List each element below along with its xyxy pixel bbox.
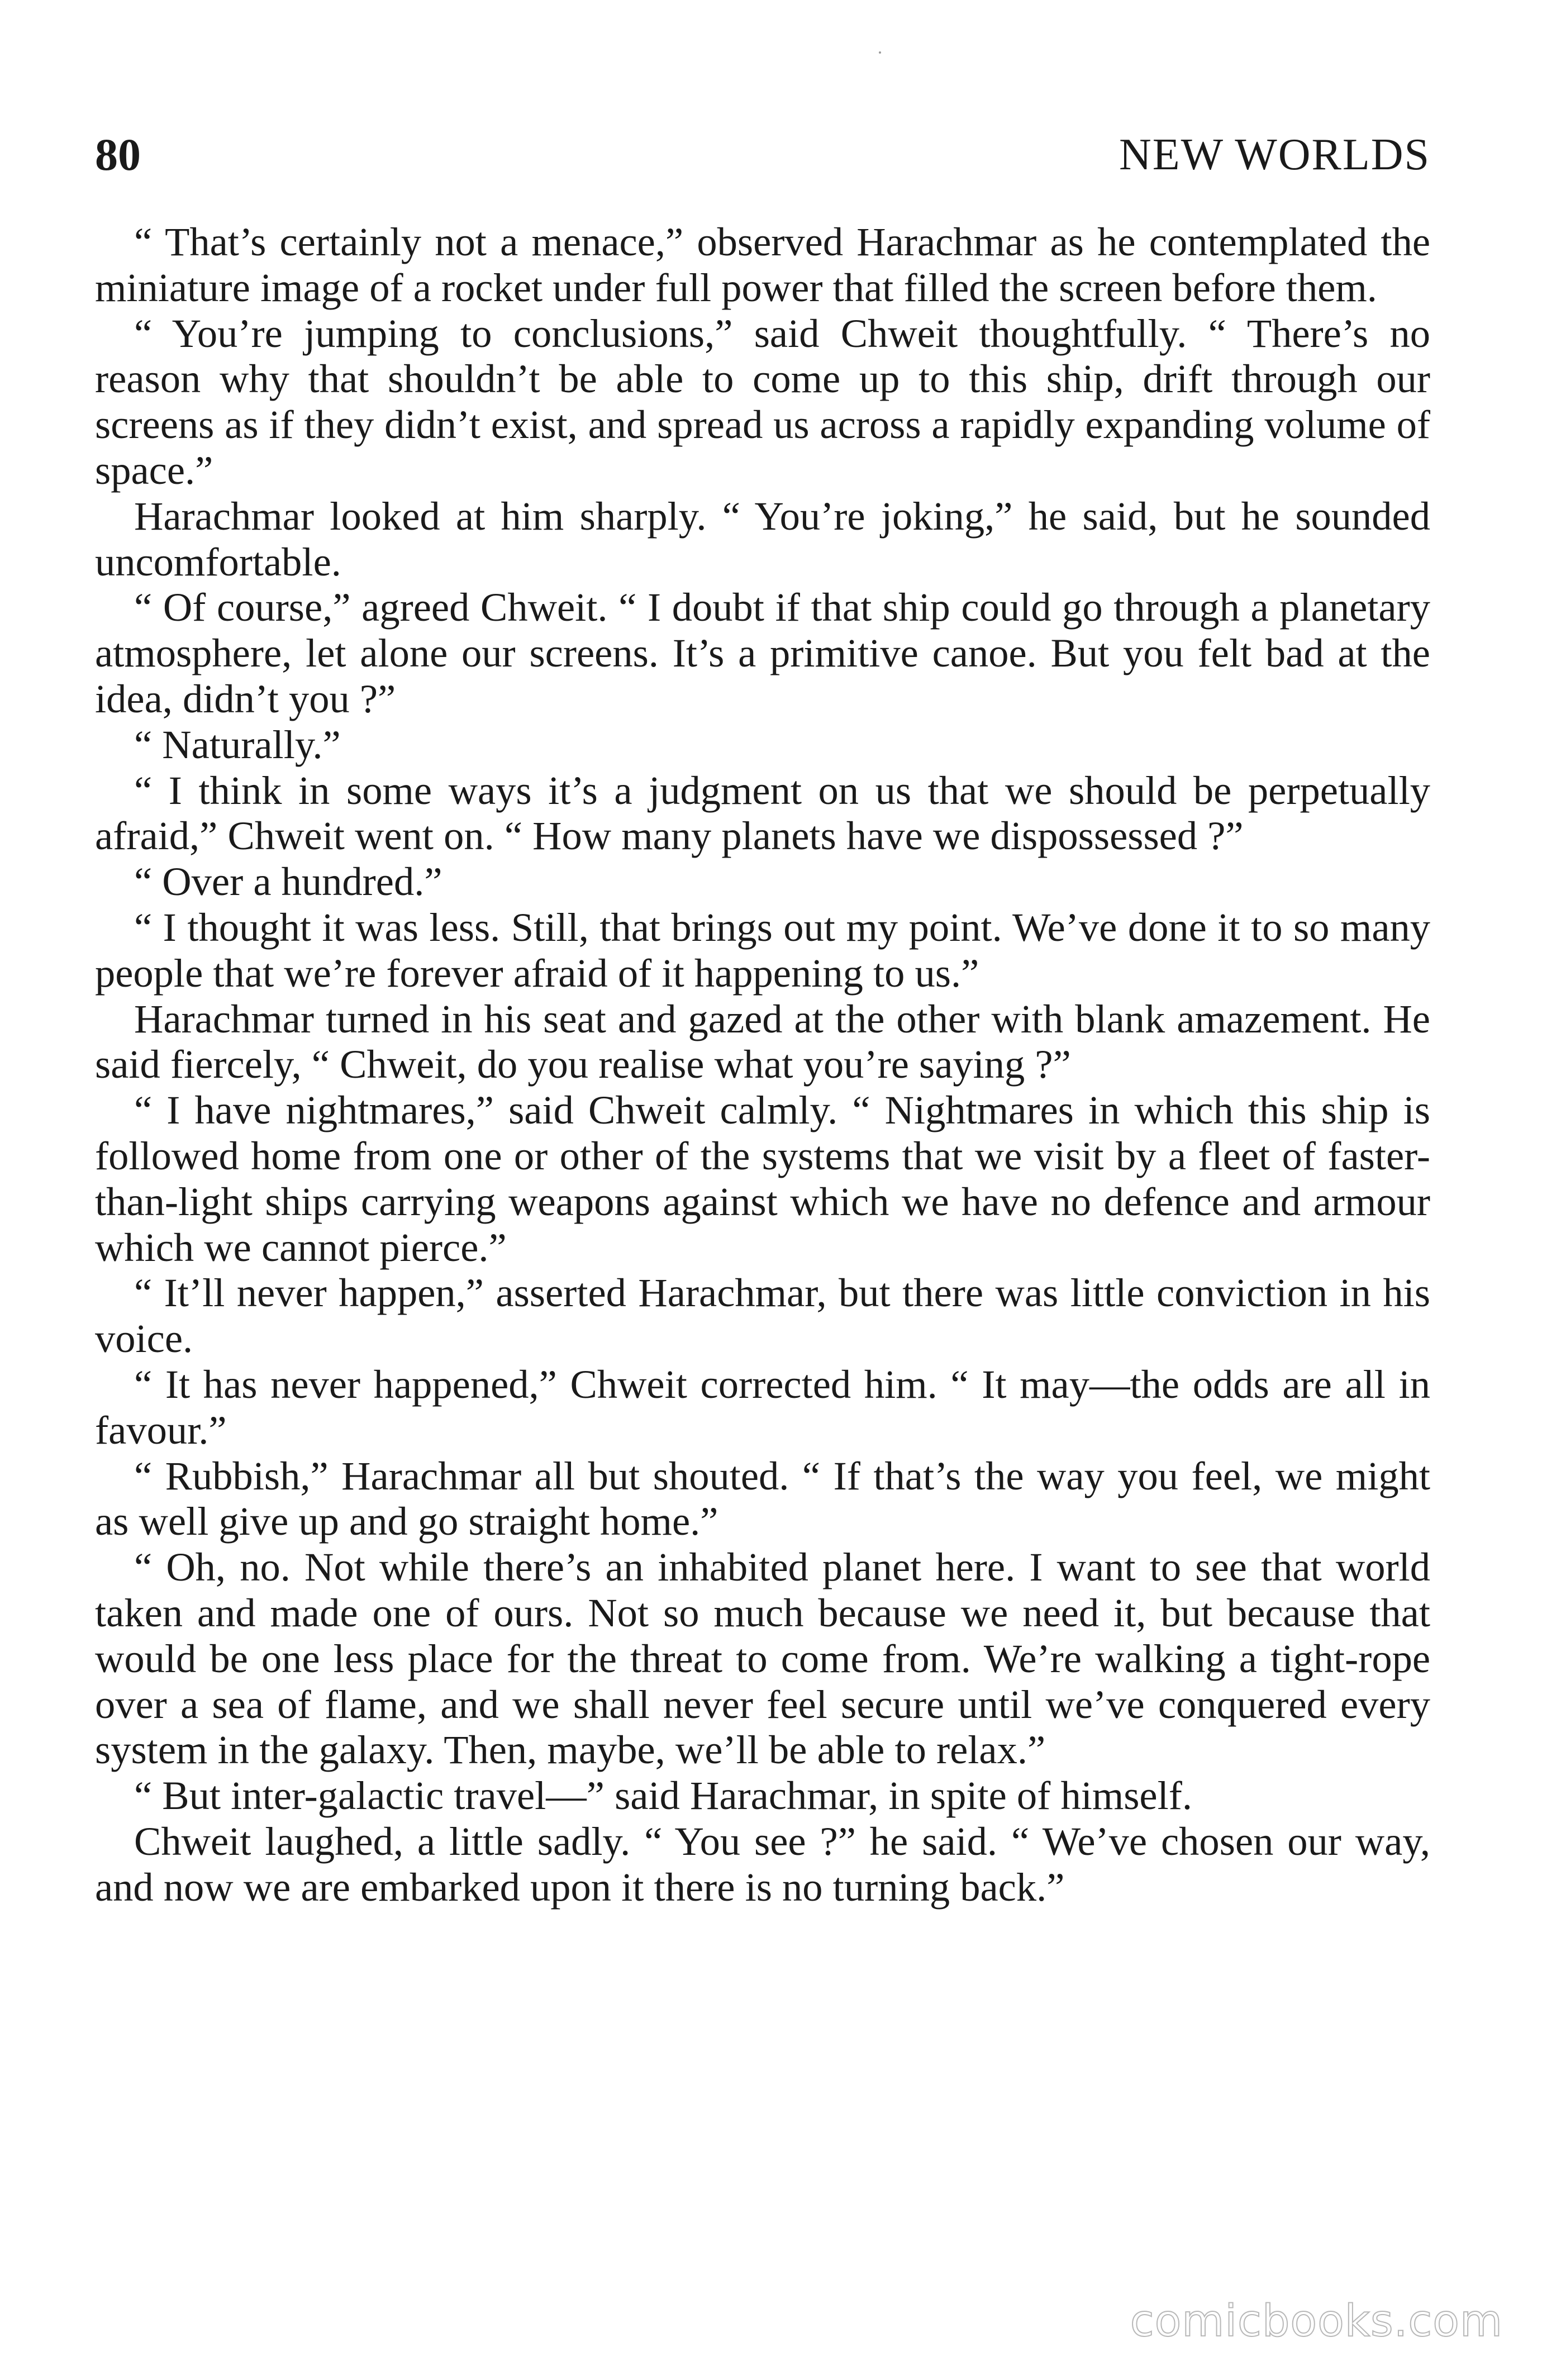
paragraph: Chweit laughed, a little sadly. “ You see ?” he said. “ We’ve chosen our way, and now we are embarked upon it there is no turning back.”	[95, 1818, 1430, 1910]
paragraph: “ You’re jumping to conclusions,” said Chweit thoughtfully. “ There’s no reason why that shouldn’t be able to come up to this ship, drift through our screens as if they didn’t exist, and spread us across a rapidly expanding volume of space.”	[95, 310, 1430, 493]
paragraph: “ Oh, no. Not while there’s an inhabited planet here. I want to see that world taken and made one of ours. Not so much because we need it, but because that would be one less place for the threat to come from. We’re walking a tight-rope over a sea of flame, and we shall never feel secure until we’ve conquered every system in the galaxy. Then, maybe, we’ll be able to relax.”	[95, 1544, 1430, 1773]
paragraph: “ I think in some ways it’s a judgment on us that we should be perpetually afraid,” Chweit went on. “ How many planets have we dispossessed ?”	[95, 767, 1430, 859]
paragraph: Harachmar looked at him sharply. “ You’re joking,” he said, but he sounded uncomfortable.	[95, 493, 1430, 584]
paragraph: “ Rubbish,” Harachmar all but shouted. “ If that’s the way you feel, we might as well give up and go straight home.”	[95, 1453, 1430, 1544]
site-watermark: comicbooks.com	[1130, 2296, 1503, 2346]
paragraph: “ Over a hundred.”	[134, 859, 442, 905]
running-head: NEW WORLDS	[1119, 130, 1430, 179]
paragraph: “ It’ll never happen,” asserted Harachmar, but there was little conviction in his voice.	[95, 1270, 1430, 1362]
paragraph: “ Of course,” agreed Chweit. “ I doubt if that ship could go through a planetary atmosphere, let alone our screens. It’s a primitive canoe. But you felt bad at the idea, didn’t you ?”	[95, 584, 1430, 721]
paragraph: “ Naturally.”	[134, 721, 341, 767]
scan-speck	[879, 51, 881, 54]
story-text	[95, 219, 1430, 1910]
paragraph: “ I thought it was less. Still, that brings out my point. We’ve done it to so many people that we’re forever afraid of it happening to us.”	[95, 904, 1430, 996]
paragraph: “ But inter-galactic travel—” said Harachmar, in spite of himself.	[134, 1773, 1193, 1819]
page-number: 80	[95, 129, 141, 180]
paragraph: “ That’s certainly not a menace,” observed Harachmar as he contemplated the miniature image of a rocket under full power that filled the screen before them.	[95, 219, 1430, 310]
paragraph: “ I have nightmares,” said Chweit calmly. “ Nightmares in which this ship is followed home from one or other of the systems that we visit by a fleet of faster-than-light ships carrying weapons against which we have no defence and armour which we cannot pierce.”	[95, 1087, 1430, 1270]
paragraph: Harachmar turned in his seat and gazed at the other with blank amazement. He said fiercely, “ Chweit, do you realise what you’re saying ?”	[95, 996, 1430, 1087]
paragraph: “ It has never happened,” Chweit corrected him. “ It may—the odds are all in favour.”	[95, 1361, 1430, 1453]
page-header	[95, 124, 1430, 185]
